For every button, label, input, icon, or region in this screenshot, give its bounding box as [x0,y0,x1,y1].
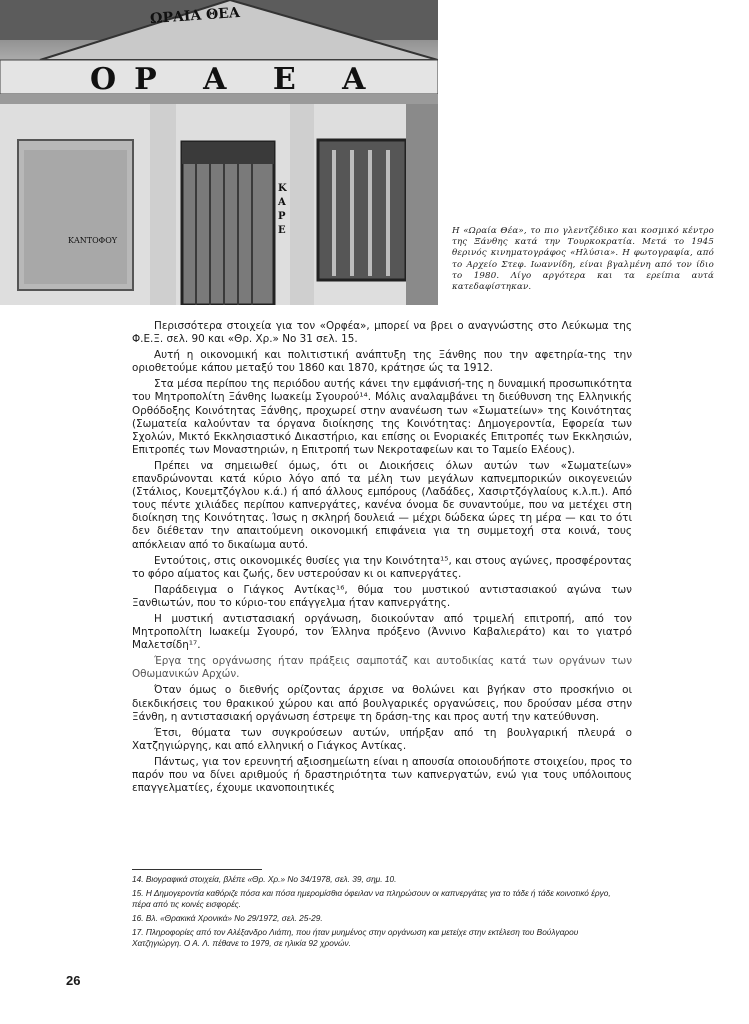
footnotes [132,874,627,952]
footnote: 16. Βλ. «Θρακικά Χρονικά» Νο 29/1972, σελ. 25-29. [132,913,323,923]
paragraph: Εντούτοις, στις οικονομικές θυσίες για την Κοινότητα¹⁵, και στους αγώνες, προσφέροντας το φόρο αίματος και ζωής, δεν υστερούσαν κι οι καπνεργάτες. [132,554,632,580]
paragraph: Όταν όμως ο διεθνής ορίζοντας άρχισε να θολώνει και βγήκαν στο προσκήνιο οι διεκδικήσεις του θρακικού χώρου και από βουλγαρικές οργανώσεις, που δρούσαν μέσα στην Ξάνθη, η αντιστασιακή οργάνωση έστρεψε τη δράση-της και προς αυτή την κατεύθυνση. [132,684,632,723]
pediment-lettering: ΩΡΑΙΑ ΘΕΑ [149,4,241,28]
facade-lettering: ΟΡ Α Ε Α [90,62,384,97]
paragraph: Έργα της οργάνωσης ήταν πράξεις σαμποτάζ και αυτοδικίας κατά των οργάνων των Οθωμανικών Αρχών. [132,655,632,681]
paragraph: Η μυστική αντιστασιακή οργάνωση, διοικούνταν από τριμελή επιτροπή, από τον Μητροπολίτη Ιωακείμ Σγουρό, τον Έλληνα πρόξενο (Άννινο Καβαλιεράτο) και το γιατρό Μαλετσίδη¹⁷. [132,612,632,652]
footnote: 17. Πληροφορίες από τον Αλέξανδρο Λιάπη, που ήταν μυημένος στην οργάνωση και μετείχε στην εκτέλεση του Βούλγαρου Χατζηγιώργη. Ο Α. Λ. πέθανε το 1979, σε ηλικία 92 χρονών. [132,927,579,948]
footnote: 14. Βιογραφικά στοιχεία, βλέπε «Θρ. Χρ.» Νο 34/1978, σελ. 39, σημ. 10. [132,874,397,884]
building-photo [0,0,438,305]
page-number: 26 [66,973,81,988]
caption-text: Η «Ωραία Θέα», το πιο γλεντζέδικο και κοσμικό κέντρο της Ξάνθης κατά την Τουρκοκρατία. Μετά το 1945 θερινός κινηματογράφος «Ηλύσια». Η φωτογραφία, από το Αρχείο Στεφ. Ιωαννίδη, είναι βγαλμένη από τον ίδιο το 1980. Λίγο αργότερα και τα ερείπια αυτά κατεδαφίστηκαν. [452,226,714,293]
paragraph: Περισσότερα στοιχεία για τον «Ορφέα», μπορεί να βρει ο αναγνώστης στο Λεύκωμα της Φ.Ε.Ξ. σελ. 90 και «Θρ. Χρ.» Νο 31 σελ. 15. [132,320,632,346]
paragraph: Πρέπει να σημειωθεί όμως, ότι οι Διοικήσεις όλων αυτών των «Σωματείων» επανδρώνονται κατά κύριο λόγο από τα μέλη των μεγάλων καπνεμπορικών οικογενειών (Στάλιος, Κουεμτζόγλου κ.ά.) ή από άλλους εμπόρους (Λαδάδες, Χασιρτζόγλαίους κ.λ.π.). Από τους πέντε χιλιάδες περίπου καπνεργάτες, κανένα όνομα δε συναντούμε, που να μετέχει στη διοίκηση της Κοινότητας. Ίσως η σκληρή δουλειά — μέχρι δώδεκα ώρες τη μέρα — και το ότι δεν διέθεταν την απαιτούμενη οικονομική επιφάνεια για τη συμμετοχή στα κοινά, τους απόκλειαν από το δικαίωμα αυτό. [132,459,632,551]
paragraph: Στα μέσα περίπου της περιόδου αυτής κάνει την εμφάνισή-της η δυναμική προσωπικότητα του Μητροπολίτη Ξάνθης Ιωακείμ Σγουρού¹⁴. Μόλις αναλαμβάνει τη διεύθυνση της Ελληνικής Ορθόδοξης Κοινότητας Ξάνθης, προχωρεί στην ανανέωση των «Σωματείων» της Κοινότητας (Σωματεία καλούνταν τα όργανα διοίκησης της Κοινότητας: Δημογεροντία, Εφορεία των Σχολών, Μικτό Εκκλησιαστικό Δικαστήριο, και επίσης οι Ενοριακές Επιτροπές των Εκκλησιών, Επιτροπές των Μοναστηριών, η Επιτροπή των Νεκροταφείων και το Ταμείο Ελέους). [132,378,632,456]
footnote-divider [132,869,262,870]
paragraph: Πάντως, για τον ερευνητή αξιοσημείωτη είναι η απουσία οποιουδήποτε στοιχείου, προς το παρόν που να δίνει αριθμούς ή δραστηριότητα των καπνεργατών, ενώ για τους υπόλοιπους επαγγελματίες, έχουμε ικανοποιητικές [132,755,632,795]
graffiti-left: ΚΑΝΤΟΦΟΥ [68,236,118,245]
paragraph: Παράδειγμα ο Γιάγκος Αντίκας¹⁶, θύμα του μυστικού αντιστασιακού αγώνα των Ξανθιωτών, που το κύριο-του επάγγελμα ήταν καπνεργάτης. [132,583,632,609]
footnote: 15. Η Δημογεροντία καθόριζε πόσα και πόσα ημερομίσθια όφειλαν να πληρώσουν οι καπνεργάτες για το τάδε ή τάδε κοινοτικό έργο, πέρα από τις κοινές εισφορές. [132,888,611,909]
paragraph: Αυτή η οικονομική και πολιτιστική ανάπτυξη της Ξάνθης που την αφετηρία-της την οριοθετούμε κάπου μεταξύ του 1860 και 1870, κράτησε ώς τα 1912. [132,349,632,375]
graffiti-right: ΚΑΡΕ [278,183,287,236]
building-facade-graphic [0,0,438,305]
body-text [132,320,632,798]
paragraph: Έτσι, θύματα των συγκρούσεων αυτών, υπήρξαν από τη βουλγαρική πλευρά ο Χατζηγιώργης, και από ελληνική ο Γιάγκος Αντίκας. [132,726,632,752]
photo-caption [452,226,714,293]
